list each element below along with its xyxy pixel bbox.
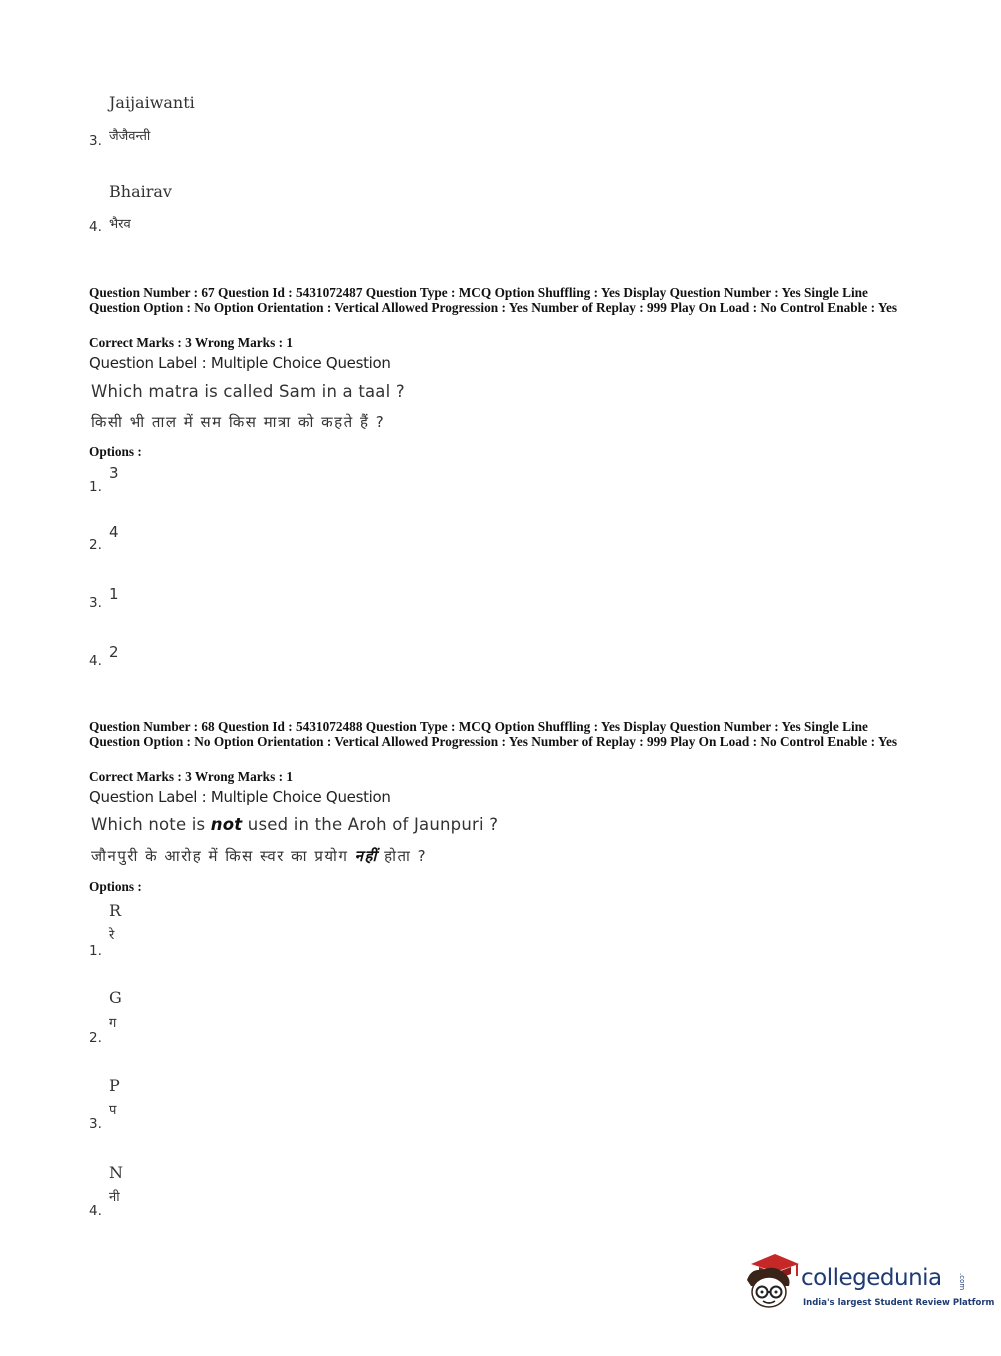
question-68-meta: Question Number : 68 Question Id : 5431072488 Question Type : MCQ Option Shuffling : Yes Display Question Number : Yes Single Line Question Option : No Option Orientation : Vertical Allowed Progression : Yes Number of Replay : 999 Play On Load : No Control Enable : Yes [89,719,898,749]
question-68-option-2-english: G [109,988,122,1007]
question-67-label: Question Label : Multiple Choice Question [89,354,391,372]
question-68-option-1-hindi: रे [109,928,115,943]
option-4-number: 4. [89,219,102,235]
question-67-option-2-number: 2. [89,537,102,553]
question-68-text-hi-before: जौनपुरी के आरोह में किस स्वर का प्रयोग [91,847,355,865]
question-67-option-3-value: 1 [109,585,119,603]
option-3-english: Jaijaiwanti [109,93,195,112]
collegedunia-mascot-icon [741,1250,801,1312]
question-68-option-3-hindi: प [109,1103,117,1118]
question-67-text-english: Which matra is called Sam in a taal ? [91,382,405,401]
question-68-label: Question Label : Multiple Choice Question [89,788,391,806]
question-67-option-2-value: 4 [109,523,119,541]
question-68-option-4-english: N [109,1163,123,1182]
question-68-option-2-number: 2. [89,1030,102,1046]
question-68-option-3-number: 3. [89,1116,102,1132]
question-68-option-1-english: R [109,901,122,920]
question-68-text-hi-emphasis: नहीं [354,847,378,865]
question-68-option-1-number: 1. [89,943,102,959]
question-67-option-4-number: 4. [89,653,102,669]
option-3-hindi: जैजैवन्ती [109,129,151,144]
collegedunia-com-suffix: .com [958,1273,966,1291]
question-67-option-1-number: 1. [89,479,102,495]
question-67-text-hindi: किसी भी ताल में सम किस मात्रा को कहते हैं ? [91,413,386,431]
question-68-text-hi-after: होता ? [377,847,428,865]
question-68-options-heading: Options : [89,879,142,894]
question-67-option-4-value: 2 [109,643,119,661]
question-67-option-3-number: 3. [89,595,102,611]
collegedunia-wordmark: collegedunia [801,1265,942,1291]
question-68-marks: Correct Marks : 3 Wrong Marks : 1 [89,769,293,784]
collegedunia-tagline: India's largest Student Review Platform [803,1298,995,1308]
question-68-option-4-number: 4. [89,1203,102,1219]
option-4-hindi: भैरव [109,217,131,232]
question-68-text-en-after: used in the Aroh of Jaunpuri ? [242,815,499,834]
question-67-option-1-value: 3 [109,464,119,482]
question-68-text-english [91,815,498,834]
question-68-text-en-emphasis: not [210,815,243,834]
question-68-option-4-hindi: नी [109,1190,120,1205]
question-67-options-heading: Options : [89,444,142,459]
question-68-option-3-english: P [109,1076,120,1095]
question-68-text-en-before: Which note is [91,815,211,834]
option-4-english: Bhairav [109,182,172,201]
question-68-text-hindi [91,846,427,866]
question-68-option-2-hindi: ग [109,1016,117,1031]
option-3-number: 3. [89,133,102,149]
question-67-marks: Correct Marks : 3 Wrong Marks : 1 [89,335,293,350]
question-67-meta: Question Number : 67 Question Id : 5431072487 Question Type : MCQ Option Shuffling : Yes Display Question Number : Yes Single Line Question Option : No Option Orientation : Vertical Allowed Progression : Yes Number of Replay : 999 Play On Load : No Control Enable : Yes [89,285,898,315]
